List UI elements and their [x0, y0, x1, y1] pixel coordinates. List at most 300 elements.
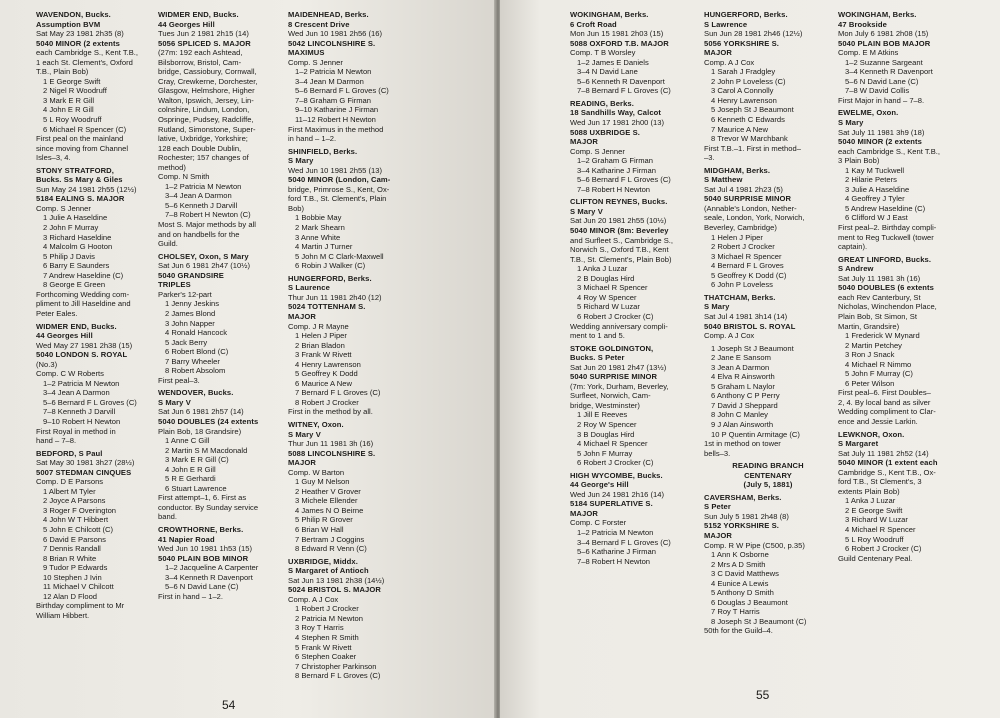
- peal-detail-line: First peal–2. Birthday compli-: [838, 223, 937, 233]
- peal-heading-line: MIDGHAM, Berks.: [704, 165, 771, 175]
- peal-detail-line: bridge, Westminster): [570, 400, 640, 410]
- peal-detail-line: Sun Jun 28 1981 2h46 (12½): [704, 29, 803, 39]
- ringer-line: 7 Barry Wheeler: [165, 356, 220, 366]
- ringer-line: 6 John P Loveless: [711, 280, 773, 290]
- peal-heading-line: CLIFTON REYNES, Bucks.: [570, 197, 668, 207]
- peal-heading-line: 18 Sandhills Way, Calcot: [570, 108, 662, 118]
- peal-heading-line: THATCHAM, Berks.: [704, 292, 776, 302]
- ringer-line: 1 Bobbie May: [295, 213, 342, 223]
- ringer-line: 10 P Quentin Armitage (C): [711, 429, 800, 439]
- peal-detail-line: Sat July 11 1981 3h9 (18): [838, 127, 925, 137]
- ringer-line: 3 Julie A Haseldine: [845, 184, 910, 194]
- right-page: [500, 0, 1000, 718]
- peal-heading-line: MAJOR: [288, 311, 316, 321]
- ringer-line: 6 Clifford W J East: [845, 213, 908, 223]
- ringer-line: 5 John E Chilcott (C): [43, 524, 114, 534]
- ringer-line: 7–8 Robert H Newton (C): [165, 210, 251, 220]
- ringer-line: 5–6 Kenneth J Darvill: [165, 200, 238, 210]
- peal-heading-line: S Margaret: [838, 439, 879, 449]
- ringer-line: 6 Anthony C P Perry: [711, 391, 780, 401]
- peal-detail-line: and on handbells for the: [158, 229, 240, 239]
- ringer-line: 3 B Douglas Hird: [577, 429, 635, 439]
- peal-heading-line: Bucks. Ss Mary & Giles: [36, 175, 123, 185]
- ringer-line: 7–8 Bernard F L Groves (C): [577, 86, 671, 96]
- peal-heading-line: MAJOR: [704, 530, 732, 540]
- peal-heading-line: 5040 MINOR (2 extents: [838, 137, 922, 147]
- peal-heading-line: 5040 PLAIN BOB MAJOR: [838, 38, 931, 48]
- ringer-line: 3 Richard W Luzar: [845, 515, 908, 525]
- ringer-line: 5–6 N David Lane (C): [845, 76, 919, 86]
- peal-detail-line: bridge, Primrose S., Kent, Ox-: [288, 184, 390, 194]
- ringer-line: 1–2 Patricia M Newton: [165, 181, 242, 191]
- peal-detail-line: T.B., Plain Bob): [36, 67, 89, 77]
- peal-heading-line: WITNEY, Oxon.: [288, 419, 344, 429]
- peal-detail-line: Beverley, Cambridge): [704, 223, 777, 233]
- peal-detail-line: First attempt–1, 6. First as: [158, 493, 247, 503]
- peal-heading-line: Assumption BVM: [36, 19, 101, 29]
- ringer-line: 1 Helen J Piper: [295, 331, 347, 341]
- peal-detail-line: conductor. By Sunday service: [158, 502, 259, 512]
- ringer-line: 5 Jack Berry: [165, 337, 208, 347]
- peal-detail-line: and Surfleet S., Cambridge S.,: [570, 235, 673, 245]
- peal-heading-line: 5184 SUPERLATIVE S.: [570, 499, 653, 509]
- ringer-line: 5–6 Bernard F L Groves (C): [295, 86, 389, 96]
- ringer-line: 2 Robert J Crocker: [711, 242, 775, 252]
- ringer-line: 3 Roy T Harris: [295, 623, 344, 633]
- peal-detail-line: captain).: [838, 242, 868, 252]
- ringer-line: 1 Joseph St J Beaumont: [711, 343, 794, 353]
- ringer-line: 9–10 Katharine J Firman: [295, 105, 379, 115]
- ringer-line: 6 Robert J Crocker (C): [577, 458, 654, 468]
- peal-heading-line: 5040 MINOR (8m: Beverley: [570, 226, 669, 236]
- peal-heading-line: WOKINGHAM, Berks.: [838, 10, 917, 19]
- peal-detail-line: ment to 1 and 5.: [570, 331, 625, 341]
- ringer-line: 3 Mark E R Gill (C): [165, 455, 229, 465]
- ringer-line: 3 Michael R Spencer: [577, 283, 648, 293]
- ringer-line: 1–2 Patricia M Newton: [577, 527, 654, 537]
- ringer-line: 2 Jane E Sansom: [711, 353, 771, 363]
- column-6: [838, 10, 968, 563]
- peal-heading-line: S Lawrence: [704, 19, 748, 29]
- page-number-left: 54: [222, 698, 236, 712]
- peal-detail-line: Peter Eales.: [36, 308, 78, 318]
- peal-detail-line: Birthday compliment to Mr: [36, 601, 125, 611]
- ringer-line: 6 Peter Wilson: [845, 378, 895, 388]
- peal-detail-line: pliment to Jill Haseldine and: [36, 299, 131, 309]
- ringer-line: 3–4 Jean A Darmon: [165, 191, 232, 201]
- peal-detail-line: Tues Jun 2 1981 2h15 (14): [158, 29, 249, 39]
- ringer-line: 12 Alan D Flood: [43, 591, 98, 601]
- ringer-line: 6 Brian W Hall: [295, 524, 344, 534]
- ringer-line: 5 John M C Clark-Maxwell: [295, 251, 384, 261]
- peal-detail-line: 1st in method on tower: [704, 439, 781, 449]
- ringer-line: 1–2 Patricia M Newton: [43, 378, 120, 388]
- ringer-line: 8 Joseph St J Beaumont (C): [711, 616, 807, 626]
- peal-detail-line: First T.B.–1. First in method–: [704, 143, 801, 153]
- peal-detail-line: First peal–6. First Doubles–: [838, 388, 931, 398]
- ringer-line: 4 Martin J Turner: [295, 242, 353, 252]
- ringer-line: 6 Robert Blond (C): [165, 347, 229, 357]
- peal-detail-line: Surfleet, Norwich, Cam-: [570, 391, 651, 401]
- peal-heading-line: TRIPLES: [158, 280, 191, 290]
- peal-detail-line: Guild Centenary Peal.: [838, 553, 913, 563]
- ringer-line: 3 C David Matthews: [711, 569, 779, 579]
- peal-detail-line: First in the method by all.: [288, 407, 373, 417]
- ringer-line: 1 Albert M Tyler: [43, 486, 96, 496]
- ringer-line: 7 Bernard F L Groves (C): [295, 388, 381, 398]
- ringer-line: 1 Jenny Jeskins: [165, 299, 220, 309]
- ringer-line: 1 Frederick W Mynard: [845, 331, 920, 341]
- peal-detail-line: First Maximus in the method: [288, 124, 384, 134]
- ringer-line: 7 Dennis Randall: [43, 544, 101, 554]
- ringer-line: 1 Anne C Gill: [165, 436, 210, 446]
- ringer-line: 4 Stephen R Smith: [295, 633, 359, 642]
- ringer-line: 7 Andrew Haseldine (C): [43, 270, 124, 280]
- ringer-line: 2 Roy W Spencer: [577, 419, 637, 429]
- peal-heading-line: READING, Berks.: [570, 98, 634, 108]
- peal-heading-line: (July 5, 1881): [743, 480, 793, 490]
- ringer-line: 6 David E Parsons: [43, 534, 106, 544]
- peal-heading-line: S Peter: [704, 502, 731, 512]
- ringer-line: 4 John W T Hibbert: [43, 515, 109, 525]
- ringer-line: 3–4 Bernard F L Groves (C): [577, 537, 671, 547]
- ringer-line: 10 Stephen J Ivin: [43, 572, 102, 582]
- ringer-line: 2 Brian Bladon: [295, 340, 345, 350]
- ringer-line: 5–6 Bernard F L Groves (C): [577, 175, 671, 185]
- peal-heading-line: MAJOR: [570, 508, 598, 518]
- peal-detail-line: Wed Jun 17 1981 2h00 (13): [570, 118, 665, 128]
- peal-detail-line: 2, 4. By local band as silver: [838, 397, 931, 407]
- peal-heading-line: 5184 EALING S. MAJOR: [36, 194, 125, 204]
- peal-heading-line: 5056 YORKSHIRE S.: [704, 38, 779, 48]
- peal-heading-line: 5040 GRANDSIRE: [158, 270, 224, 280]
- ringer-line: 7 Roy T Harris: [711, 607, 760, 617]
- ringer-line: 3–4 Jean M Darmon: [295, 76, 364, 86]
- peal-detail-line: Plain Bob, St Simon, St: [838, 311, 917, 321]
- ringer-line: 1 Robert J Crocker: [295, 604, 359, 614]
- ringer-line: 2 Heather V Grover: [295, 486, 361, 496]
- peal-detail-line: Sat Jun 6 1981 2h47 (10½): [158, 261, 251, 271]
- peal-heading-line: 5040 BRISTOL S. ROYAL: [704, 321, 796, 331]
- ringer-line: 5 L Roy Woodruff: [845, 534, 904, 544]
- ringer-line: 1 Julie A Haseldine: [43, 213, 108, 223]
- peal-detail-line: 128 each Double Dublin,: [158, 143, 242, 153]
- ringer-line: 2 B Douglas Hird: [577, 273, 635, 283]
- ringer-line: 7 Christopher Parkinson: [295, 661, 377, 671]
- peal-heading-line: BEDFORD, S Paul: [36, 448, 103, 458]
- peal-heading-line: CROWTHORNE, Berks.: [158, 524, 244, 534]
- peal-heading-line: Bucks. S Peter: [570, 353, 625, 363]
- peal-detail-line: Wed Jun 24 1981 2h16 (14): [570, 489, 665, 499]
- peal-detail-line: Comp. N Smith: [158, 172, 210, 182]
- peal-detail-line: Sun May 24 1981 2h55 (12½): [36, 184, 137, 194]
- peal-heading-line: 5042 LINCOLNSHIRE S.: [288, 38, 376, 48]
- peal-detail-line: Wed Jun 10 1981 2h55 (13): [288, 165, 383, 175]
- peal-detail-line: Plain Bob, 18 Grandsire): [158, 426, 242, 436]
- peal-heading-line: MAJOR: [704, 48, 732, 58]
- peal-detail-line: Glasgow, Helmshore, Higher: [158, 86, 255, 96]
- ringer-line: 7–8 Graham G Firman: [295, 95, 371, 105]
- ringer-line: 9 J Alan Ainsworth: [711, 419, 774, 429]
- peal-detail-line: Comp. D E Parsons: [36, 477, 104, 487]
- peal-detail-line: lative, Uxbridge, Yorkshire;: [158, 134, 248, 144]
- peal-detail-line: colnshire, Lindum, London,: [158, 105, 250, 115]
- peal-detail-line: (7m: York, Durham, Beverley,: [570, 381, 669, 391]
- peal-heading-line: HIGH WYCOMBE, Bucks.: [570, 470, 663, 480]
- peal-detail-line: Norwich S., Oxford T.B., Kent: [570, 245, 669, 255]
- peal-detail-line: Isles–3, 4.: [36, 153, 71, 163]
- peal-heading-line: 44 Georges Hill: [158, 19, 215, 29]
- ringer-line: 4 Henry Lawrenson: [295, 359, 361, 369]
- ringer-line: 7–8 Kenneth J Darvill: [43, 407, 116, 417]
- peal-heading-line: S Matthew: [704, 175, 743, 185]
- ringer-line: 4 Malcolm G Hooton: [43, 242, 113, 252]
- peal-heading-line: 41 Napier Road: [158, 534, 215, 544]
- peal-heading-line: 8 Crescent Drive: [288, 19, 350, 29]
- ringer-line: 1 Guy M Nelson: [295, 477, 350, 487]
- ringer-line: 2 John F Murray: [43, 223, 99, 233]
- ringer-line: 2 Joyce A Parsons: [43, 496, 106, 506]
- peal-detail-line: Sat Jun 6 1981 2h57 (14): [158, 407, 244, 417]
- peal-detail-line: Sat July 11 1981 2h52 (14): [838, 448, 929, 458]
- peal-heading-line: 47 Brookside: [838, 19, 887, 29]
- ringer-line: 7 David J Sheppard: [711, 400, 778, 410]
- ringer-line: 5–6 N David Lane (C): [165, 582, 239, 592]
- ringer-line: 4 John E R Gill: [43, 105, 94, 115]
- peal-detail-line: First Royal in method in: [36, 426, 116, 436]
- peal-detail-line: Wed Jun 10 1981 1h53 (15): [158, 544, 253, 554]
- peal-detail-line: Rochester; 157 changes of: [158, 153, 249, 163]
- peal-heading-line: 5088 OXFORD T.B. MAJOR: [570, 38, 669, 48]
- peal-heading-line: 5152 YORKSHIRE S.: [704, 521, 779, 531]
- peal-detail-line: Wed Jun 10 1981 2h56 (16): [288, 29, 383, 39]
- column-3: [288, 10, 416, 681]
- peal-heading-line: S Mary: [704, 302, 730, 312]
- ringer-line: 3 Mark E R Gill: [43, 95, 95, 105]
- ringer-line: 5 R E Gerhardi: [165, 474, 216, 484]
- peal-detail-line: since moving from Channel: [36, 143, 129, 153]
- peal-heading-line: 44 Georges Hill: [36, 331, 93, 341]
- ringer-line: 1–2 Patricia M Newton: [295, 67, 372, 77]
- peal-detail-line: Guild.: [158, 239, 178, 249]
- ringer-line: 7–8 W David Collis: [845, 86, 910, 96]
- ringer-line: 2 Martin S M Macdonald: [165, 445, 248, 455]
- peal-detail-line: Sat Jun 20 1981 2h55 (10½): [570, 216, 667, 226]
- peal-heading-line: MAJOR: [288, 458, 316, 468]
- ringer-line: 6 Robert J Crocker (C): [577, 311, 654, 321]
- peal-heading-line: 5088 UXBRIDGE S.: [570, 127, 640, 137]
- ringer-line: 8 George E Green: [43, 280, 106, 290]
- peal-detail-line: Wed May 27 1981 2h38 (15): [36, 340, 133, 350]
- ringer-line: 3 Ron J Snack: [845, 350, 895, 360]
- ringer-line: 11–12 Robert H Newton: [295, 115, 376, 125]
- ringer-line: 5 John F Murray: [577, 448, 633, 458]
- ringer-line: 4 John E R Gill: [165, 464, 216, 474]
- ringer-line: 2 Hilarie Peters: [845, 175, 897, 185]
- peal-detail-line: hand – 7–8.: [36, 436, 77, 446]
- ringer-line: 5 Frank W Rivett: [295, 642, 352, 652]
- peal-detail-line: Comp. C Forster: [570, 518, 627, 528]
- peal-detail-line: Comp. A J Cox: [704, 331, 755, 341]
- peal-heading-line: 5040 MINOR (1 extent each: [838, 458, 938, 468]
- ringer-line: 5–6 Kenneth R Davenport: [577, 76, 665, 86]
- ringer-line: 4 Geoffrey J Tyler: [845, 194, 905, 204]
- column-5: [704, 10, 832, 636]
- ringer-line: 4 Ronald Hancock: [165, 328, 228, 338]
- ringer-line: 5 John F Murray (C): [845, 369, 913, 379]
- peal-detail-line: Walton, Ipswich, Jersey, Lin-: [158, 95, 254, 105]
- ringer-line: 11 Michael V Chilcott: [43, 582, 114, 592]
- ringer-line: 6 Kenneth C Edwards: [711, 115, 785, 125]
- peal-heading-line: WOKINGHAM, Berks.: [570, 10, 649, 19]
- ringer-line: 2 Patricia M Newton: [295, 613, 363, 623]
- ringer-line: 6 Robert J Crocker (C): [845, 544, 922, 554]
- peal-detail-line: Sat May 30 1981 3h27 (28½): [36, 458, 135, 468]
- ringer-line: 2 James Blond: [165, 308, 216, 318]
- column-4: [570, 10, 700, 566]
- peal-heading-line: MAIDENHEAD, Berks.: [288, 10, 369, 19]
- ringer-line: 9 Tudor P Edwards: [43, 563, 108, 573]
- peal-heading-line: MAJOR: [570, 137, 598, 147]
- peal-detail-line: in hand – 1–2.: [288, 134, 337, 144]
- peal-detail-line: Martin, Grandsire): [838, 321, 900, 331]
- ringer-line: 4 Michael R Spencer: [577, 439, 648, 449]
- ringer-line: 2 Nigel R Woodruff: [43, 86, 107, 96]
- peal-detail-line: Nicholas, Winchendon Place,: [838, 302, 937, 312]
- ringer-line: 8 John C Manley: [711, 410, 768, 420]
- peal-detail-line: Mon Jun 15 1981 2h03 (15): [570, 29, 664, 39]
- ringer-line: 8 Bernard F L Groves (C): [295, 671, 381, 681]
- ringer-line: 3–4 Jean A Darmon: [43, 388, 110, 398]
- ringer-line: 2 John P Loveless (C): [711, 76, 786, 86]
- ringer-line: 2 Martin Petchey: [845, 340, 902, 350]
- peal-detail-line: (27m: 192 each Ashtead,: [158, 48, 243, 58]
- peal-detail-line: William Hibbert.: [36, 610, 90, 620]
- peal-detail-line: Comp. E M Atkins: [838, 48, 899, 58]
- ringer-line: 4 Roy W Spencer: [577, 292, 637, 302]
- ringer-line: 5 L Roy Woodruff: [43, 115, 102, 125]
- ringer-line: 3 Roger F Overington: [43, 505, 117, 515]
- ringer-line: 3–4 Kenneth R Davenport: [845, 67, 933, 77]
- peal-detail-line: Sat Jun 20 1981 2h47 (13½): [570, 362, 667, 372]
- ringer-line: 8 Robert J Crocker: [295, 397, 359, 407]
- peal-detail-line: Comp. T B Worsley: [570, 48, 636, 58]
- peal-heading-line: MAXIMUS: [288, 48, 325, 58]
- peal-heading-line: 5040 MINOR (2 extents: [36, 38, 120, 48]
- peal-heading-line: 5040 SURPRISE MINOR: [570, 372, 658, 382]
- peal-detail-line: Comp. C W Roberts: [36, 369, 104, 379]
- peal-heading-line: EWELME, Oxon.: [838, 108, 899, 118]
- ringer-line: 1–2 Jacqueline A Carpenter: [165, 563, 259, 573]
- ringer-line: 8 Edward R Venn (C): [295, 544, 367, 554]
- ringer-line: 5 Andrew Haseldine (C): [845, 203, 926, 213]
- peal-heading-line: 44 George's Hill: [570, 480, 629, 490]
- ringer-line: 1 Anka J Luzar: [845, 496, 896, 506]
- ringer-line: 5 Geoffrey K Dodd: [295, 369, 358, 379]
- ringer-line: 1–2 Graham G Firman: [577, 156, 653, 166]
- peal-detail-line: Comp. A J Cox: [704, 57, 755, 67]
- ringer-line: 4 Michael R Nimmo: [845, 359, 912, 369]
- ringer-line: 5–6 Katharine J Firman: [577, 547, 656, 557]
- ringer-line: 7–8 Robert H Newton: [577, 556, 651, 566]
- peal-detail-line: Thur Jun 11 1981 3h (16): [288, 439, 374, 449]
- peal-detail-line: (Annable's London, Nether-: [704, 203, 797, 213]
- peal-detail-line: First Major in hand – 7–8.: [838, 95, 925, 105]
- ringer-line: 5 Richard W Luzar: [577, 302, 640, 312]
- peal-heading-line: 5040 LONDON S. ROYAL: [36, 350, 128, 360]
- ringer-line: 3 John Napper: [165, 318, 215, 328]
- peal-detail-line: Comp. A J Cox: [288, 594, 339, 604]
- peal-detail-line: Comp. R W Pipe (C500, p.35): [704, 540, 805, 550]
- peal-heading-line: WAVENDON, Bucks.: [36, 10, 111, 19]
- peal-heading-line: S Andrew: [838, 264, 874, 274]
- ringer-line: 3 Carol A Connolly: [711, 86, 774, 96]
- ringer-line: 3 Michael R Spencer: [711, 251, 782, 261]
- peal-detail-line: ford T.B., St. Clement's, Plain: [288, 194, 387, 204]
- peal-detail-line: 1 each St. Clement's, Oxford: [36, 57, 133, 67]
- peal-detail-line: 3 Plain Bob): [838, 156, 880, 166]
- ringer-line: 1 E George Swift: [43, 76, 101, 86]
- ringer-line: 5–6 Bernard F L Groves (C): [43, 397, 137, 407]
- ringer-line: 2 Mark Shearn: [295, 223, 345, 233]
- peal-detail-line: Cambridge S., Kent T.B., Ox-: [838, 467, 936, 477]
- peal-heading-line: WIDMER END, Bucks.: [36, 321, 117, 331]
- peal-heading-line: STONY STRATFORD,: [36, 165, 114, 175]
- ringer-line: 3 Michele Ellender: [295, 496, 358, 506]
- peal-detail-line: Wedding anniversary compli-: [570, 321, 668, 331]
- ringer-line: 4 Eunice A Lewis: [711, 578, 769, 588]
- ringer-line: 3–4 Kenneth R Davenport: [165, 572, 253, 582]
- ringer-line: 3–4 N David Lane: [577, 67, 638, 77]
- peal-detail-line: Cray, Crewkerne, Dorchester,: [158, 76, 258, 86]
- peal-detail-line: Parker's 12-part: [158, 289, 212, 299]
- peal-heading-line: 5040 SURPRISE MINOR: [704, 194, 792, 204]
- peal-heading-line: 5056 SPLICED S. MAJOR: [158, 38, 251, 48]
- ringer-line: 3 Jean A Darmon: [711, 362, 770, 372]
- peal-detail-line: Comp. J R Mayne: [288, 321, 349, 331]
- ringer-line: 8 Brian R White: [43, 553, 97, 563]
- peal-heading-line: HUNGERFORD, Berks.: [288, 273, 372, 283]
- ringer-line: 6 Stuart Lawrence: [165, 483, 227, 493]
- peal-heading-line: S Mary V: [570, 206, 603, 216]
- peal-detail-line: ment to Reg Tuckwell (tower: [838, 232, 934, 242]
- peal-detail-line: Most S. Major methods by all: [158, 220, 256, 230]
- ringer-line: 6 Michael R Spencer (C): [43, 124, 127, 134]
- peal-heading-line: 5024 TOTTENHAM S.: [288, 302, 366, 312]
- ringer-line: 8 Robert Absolom: [165, 366, 226, 376]
- ringer-line: 3–4 Katharine J Firman: [577, 165, 656, 175]
- peal-heading-line: UXBRIDGE, Middx.: [288, 556, 358, 566]
- peal-detail-line: extents Plain Bob): [838, 486, 900, 496]
- peal-detail-line: band.: [158, 512, 178, 522]
- peal-heading-line: S Mary: [288, 156, 314, 166]
- peal-detail-line: ford T.B., St Clement's, 3: [838, 477, 922, 487]
- peal-detail-line: Mon July 6 1981 2h08 (15): [838, 29, 929, 39]
- peal-detail-line: Sat Jun 13 1981 2h38 (14½): [288, 575, 385, 585]
- ringer-line: 6 Maurice A New: [295, 378, 352, 388]
- page-number-right: 55: [756, 688, 770, 702]
- ringer-line: 5 Joseph St J Beaumont: [711, 105, 794, 115]
- peal-detail-line: Sat July 11 1981 3h (16): [838, 273, 921, 283]
- peal-heading-line: CHOLSEY, Oxon, S Mary: [158, 251, 249, 261]
- peal-detail-line: Rutland, Simonstone, Super-: [158, 124, 256, 134]
- peal-detail-line: ence and Jessie Larkin.: [838, 416, 918, 426]
- peal-heading-line: 6 Croft Road: [570, 19, 617, 29]
- ringer-line: 7 Maurice A New: [711, 124, 768, 134]
- peal-detail-line: –3.: [704, 153, 715, 163]
- column-2: [158, 10, 284, 601]
- peal-heading-line: S Laurence: [288, 283, 330, 293]
